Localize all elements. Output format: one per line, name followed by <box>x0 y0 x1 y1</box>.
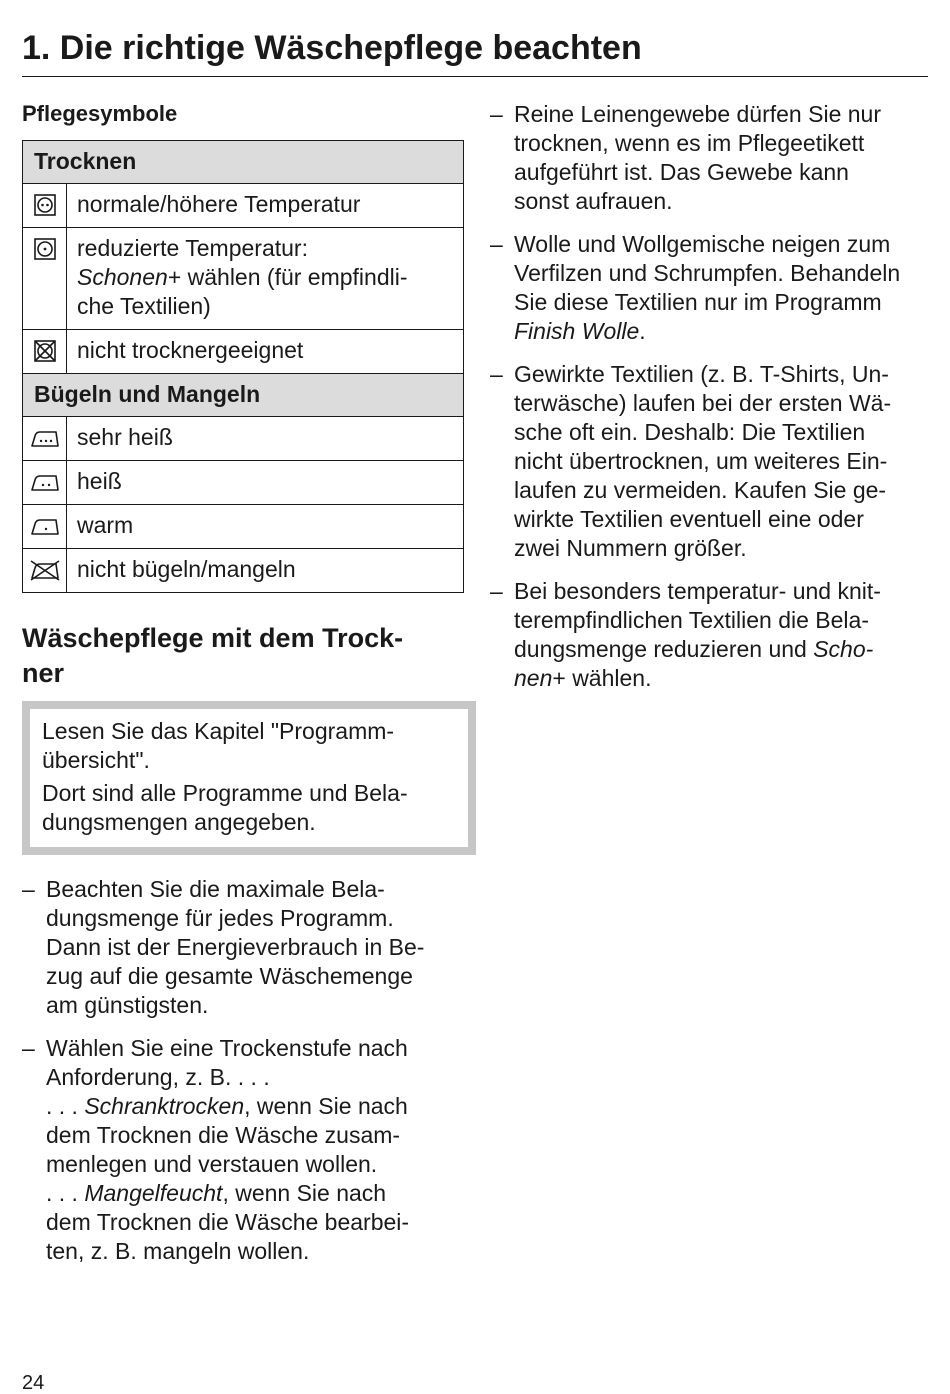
text-line: Reine Leinengewebe dürfen Sie nur <box>514 101 881 127</box>
text-line: Verfilzen und Schrumpfen. Behandeln <box>514 260 901 286</box>
note-line: Lesen Sie das Kapitel "Programm- <box>42 718 395 744</box>
text-line: Gewirkte Textilien (z. B. T-Shirts, Un- <box>514 361 889 387</box>
note-line: übersicht". <box>42 747 150 773</box>
text-line: . . . <box>46 1093 85 1119</box>
table-cell: nicht trocknergeeignet <box>67 330 464 374</box>
text-line: Bei besonders temperatur- und knit- <box>514 578 881 604</box>
do-not-iron-icon <box>23 549 67 593</box>
text-line: dem Trocknen die Wäsche bearbei- <box>46 1209 410 1235</box>
tumble-dry-normal-icon <box>23 184 67 228</box>
note-paragraph <box>42 779 454 837</box>
text-line: Beachten Sie die maximale Bela- <box>46 876 385 902</box>
list-item <box>22 875 464 1020</box>
text-line: laufen zu vermeiden. Kaufen Sie ge- <box>514 477 887 503</box>
table-cell <box>67 228 464 330</box>
text-line: aufgeführt ist. Das Gewebe kann <box>514 159 849 185</box>
table-cell: normale/höhere Temperatur <box>67 184 464 228</box>
note-paragraph <box>42 717 454 775</box>
text-line: . . . <box>46 1180 85 1206</box>
table-row <box>23 330 464 374</box>
text-line: trocknen, wenn es im Pflegeetikett <box>514 130 865 156</box>
text-line: Anforderung, z. B. . . . <box>46 1064 270 1090</box>
text-line: , wenn Sie nach <box>244 1093 408 1119</box>
text-line: + wählen. <box>552 665 652 691</box>
care-symbols-label: Pflegesymbole <box>22 101 178 126</box>
table-row <box>23 417 464 461</box>
text-line: dungsmenge reduzieren und <box>514 636 814 662</box>
program-name: Schonen <box>77 264 168 290</box>
text-line: terwäsche) laufen bei der ersten Wä- <box>514 390 892 416</box>
left-bullet-list <box>22 875 464 1266</box>
text-line: , wenn Sie nach <box>222 1180 387 1206</box>
program-name: nen <box>514 665 553 691</box>
text-line: zug auf die gesamte Wäschemenge <box>46 963 413 989</box>
dash-marker: – <box>490 231 503 257</box>
cell-line: reduzierte Temperatur: <box>77 235 308 261</box>
text-line: wirkte Textilien eventuell eine oder <box>514 506 864 532</box>
ironing-heading-row <box>23 374 464 417</box>
text-line: dem Trocknen die Wäsche zusam- <box>46 1122 401 1148</box>
table-cell: warm <box>67 505 464 549</box>
text-line: Sie diese Textilien nur im Programm <box>514 289 882 315</box>
ironing-heading: Bügeln und Mangeln <box>23 374 464 417</box>
note-line: Dort sind alle Programme und Bela- <box>42 780 408 806</box>
dash-marker: – <box>490 101 503 127</box>
text-line: ten, z. B. mangeln wollen. <box>46 1238 310 1264</box>
note-box <box>22 701 476 855</box>
section-heading-line: ner <box>22 658 65 688</box>
text-line: dungsmenge für jedes Programm. <box>46 905 394 931</box>
do-not-tumble-dry-icon <box>23 330 67 374</box>
text-line: sche oft ein. Deshalb: Die Textilien <box>514 419 866 445</box>
text-line: Dann ist der Energieverbrauch in Be- <box>46 934 425 960</box>
note-line: dungsmengen angegeben. <box>42 809 316 835</box>
section-heading-line: Wäschepflege mit dem Trock- <box>22 623 404 653</box>
text-line: sonst aufrauen. <box>514 188 673 214</box>
dash-marker: – <box>22 876 35 902</box>
program-name: Scho- <box>813 636 874 662</box>
program-name: Mangelfeucht <box>84 1180 223 1206</box>
page-title: 1. Die richtige Wäschepflege beachten <box>22 26 928 77</box>
table-cell: nicht bügeln/mangeln <box>67 549 464 593</box>
text-line: zwei Nummern größer. <box>514 535 747 561</box>
iron-two-dots-icon <box>23 461 67 505</box>
right-column <box>490 100 935 707</box>
care-symbols-table <box>22 140 464 593</box>
table-row <box>23 184 464 228</box>
iron-three-dots-icon <box>23 417 67 461</box>
dash-marker: – <box>22 1035 35 1061</box>
list-item <box>490 360 935 563</box>
list-item <box>490 577 935 693</box>
dash-marker: – <box>490 361 503 387</box>
table-row <box>23 505 464 549</box>
tumble-dry-low-icon <box>23 228 67 330</box>
list-item <box>490 230 935 346</box>
text-line: nicht übertrocknen, um weiteres Ein- <box>514 448 888 474</box>
cell-text: + wählen (für empfindli- <box>167 264 408 290</box>
text-line: Wählen Sie eine Trockenstufe nach <box>46 1035 408 1061</box>
table-cell: heiß <box>67 461 464 505</box>
cell-line: che Textilien) <box>77 293 211 319</box>
iron-one-dot-icon <box>23 505 67 549</box>
dash-marker: – <box>490 578 503 604</box>
list-item <box>22 1034 464 1266</box>
right-bullet-list <box>490 100 935 693</box>
text-line: . <box>639 318 646 344</box>
cell-line <box>77 263 453 292</box>
table-cell: sehr heiß <box>67 417 464 461</box>
table-row <box>23 461 464 505</box>
page-number: 24 <box>22 1372 45 1394</box>
drying-heading: Trocknen <box>23 141 464 184</box>
table-row <box>23 549 464 593</box>
left-column <box>22 100 464 1280</box>
section-heading <box>22 621 464 691</box>
text-line: menlegen und verstauen wollen. <box>46 1151 378 1177</box>
program-name: Schranktrocken <box>84 1093 245 1119</box>
program-name: Finish Wolle <box>514 318 640 344</box>
text-line: am günstigsten. <box>46 992 209 1018</box>
drying-heading-row <box>23 141 464 184</box>
text-line: Wolle und Wollgemische neigen zum <box>514 231 891 257</box>
text-line: terempfindlichen Textilien die Bela- <box>514 607 869 633</box>
table-row <box>23 228 464 330</box>
list-item <box>490 100 935 216</box>
